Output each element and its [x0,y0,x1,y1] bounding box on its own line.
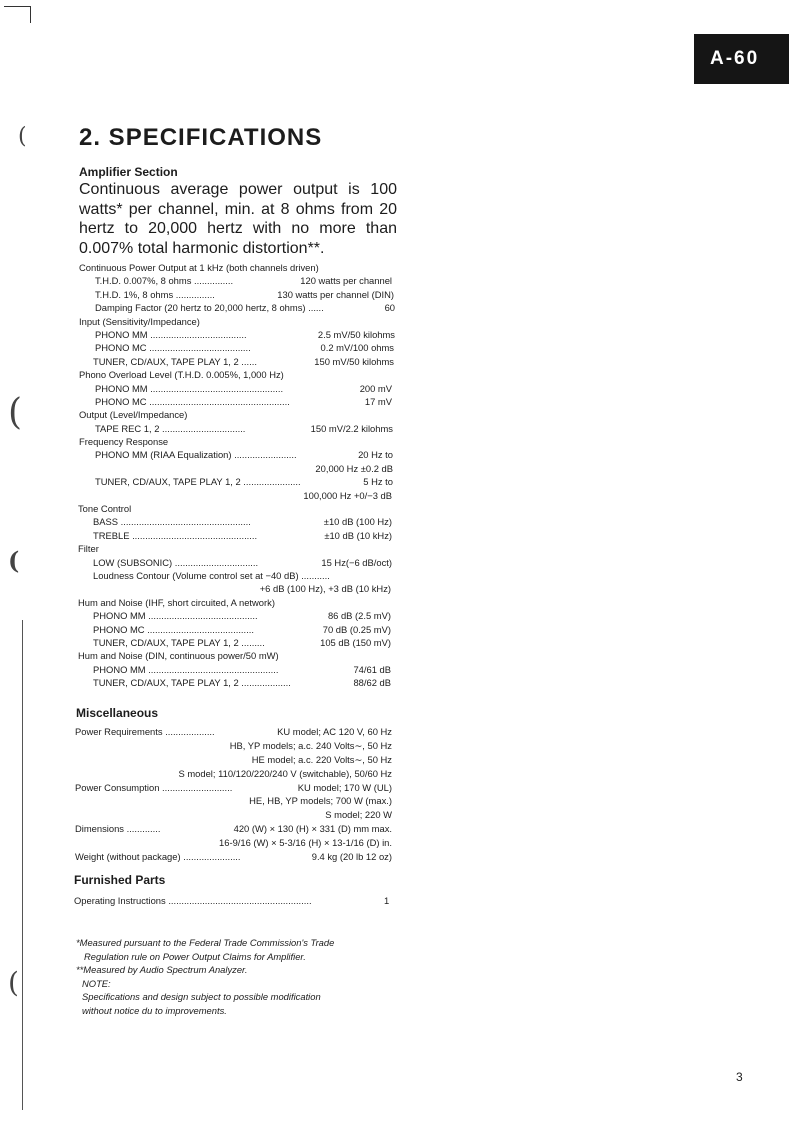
spec-label: Filter [78,543,99,555]
spec-row [0,583,789,596]
spec-label: BASS .................................................. [93,516,251,528]
misc-value: S model; 110/120/220/240 V (switchable), 50/60 Hz [178,767,392,779]
misc-row [0,809,789,823]
amplifier-lead: Continuous average power output is 100 watts* per channel, min. at 8 ohms from 20 hertz to 20,000 hertz with no more than 0.007% total harmonic distortion**. [79,181,397,257]
spec-row [0,557,789,570]
spec-value: 74/61 dB [353,663,391,675]
spec-label: PHONO MC ......................................... [93,623,254,635]
spec-value: 150 mV/50 kilohms [314,355,394,367]
spec-label: PHONO MC ...................................................... [95,395,290,407]
misc-label: Weight (without package) ...................... [75,851,241,863]
spec-value: 20,000 Hz ±0.2 dB [315,462,393,474]
spec-row [0,396,789,409]
spec-label: PHONO MM .................................................. [93,663,279,675]
spec-label: Hum and Noise (DIN, continuous power/50 mW) [78,650,279,662]
spec-value: 88/62 dB [353,677,391,689]
spec-label: Phono Overload Level (T.H.D. 0.005%, 1,000 Hz) [79,369,284,381]
misc-row [0,823,789,837]
margin-bracket: ( [18,124,27,149]
spec-label: LOW (SUBSONIC) ................................ [93,556,259,568]
furnished-heading: Furnished Parts [74,873,166,887]
spec-label: Output (Level/Impedance) [79,409,188,421]
misc-heading: Miscellaneous [76,706,159,720]
spec-value: 70 dB (0.25 mV) [322,623,391,635]
spec-value: 5 Hz to [363,476,393,488]
spec-row [0,650,789,663]
furnished-value: 1 [384,895,390,906]
margin-bracket: ( [8,392,23,433]
spec-row [0,677,789,690]
spec-label: TUNER, CD/AUX, TAPE PLAY 1, 2 ...... [93,355,257,367]
row-label: Operating Instructions ....................................................... [74,895,312,906]
binding-line [22,620,23,1110]
spec-row [0,356,789,369]
misc-value: S model; 220 W [325,809,392,821]
spec-row [0,302,789,315]
misc-value: HB, YP models; a.c. 240 Volts∼, 50 Hz [229,739,392,751]
spec-label: TUNER, CD/AUX, TAPE PLAY 1, 2 ......... [93,636,265,648]
misc-spec-list [0,726,789,865]
page-title: 2. SPECIFICATIONS [79,124,323,151]
misc-row [0,768,789,782]
spec-row [0,637,789,650]
footnote-1b: Regulation rule on Power Output Claims for Amplifier. [84,950,306,962]
spec-label: PHONO MC ....................................... [95,342,251,354]
spec-row [0,369,789,382]
margin-bracket: ( [8,966,19,999]
spec-value: 60 [384,302,395,314]
spec-label: TAPE REC 1, 2 ................................ [95,422,246,434]
spec-value: 86 dB (2.5 mV) [327,610,391,622]
spec-value: ±10 dB (10 kHz) [324,529,392,541]
furnished-row [74,895,312,906]
amplifier-spec-list [0,262,789,691]
spec-row [0,342,789,355]
spec-row [0,423,789,436]
spec-row [0,449,789,462]
note-label: NOTE: [82,977,111,989]
footnotes [76,936,334,1018]
misc-row [0,837,789,851]
spec-label: TUNER, CD/AUX, TAPE PLAY 1, 2 ...................... [95,476,301,488]
misc-row [0,795,789,809]
spec-row [0,624,789,637]
spec-row [0,463,789,476]
misc-row [0,754,789,768]
spec-row [0,289,789,302]
spec-label: PHONO MM (RIAA Equalization) ........................ [95,449,297,461]
spec-row [0,409,789,422]
misc-label: Power Consumption ........................... [75,781,233,793]
misc-row [0,740,789,754]
spec-row [0,275,789,288]
margin-bracket: ( [8,546,20,575]
spec-row [0,597,789,610]
spec-value: 130 watts per channel (DIN) [277,288,394,300]
spec-row [0,530,789,543]
spec-label: PHONO MM ................................................... [95,382,284,394]
misc-value: 9.4 kg (20 lb 12 oz) [311,851,392,863]
spec-value: 15 Hz(−6 dB/oct) [321,556,392,568]
spec-row [0,490,789,503]
spec-row [0,516,789,529]
note-text-2: without notice du to improvements. [82,1004,227,1016]
misc-value: 16-9/16 (W) × 5-3/16 (H) × 13-1/16 (D) in. [219,837,392,849]
spec-value: 105 dB (150 mV) [320,636,391,648]
footnote-1: *Measured pursuant to the Federal Trade Commission's Trade [76,937,335,948]
spec-value: 150 mV/2.2 kilohms [310,422,393,434]
spec-label: Continuous Power Output at 1 kHz (both channels driven) [79,262,319,273]
spec-value: 17 mV [364,395,392,407]
corner-mark [4,6,31,23]
spec-row [0,329,789,342]
spec-label: Hum and Noise (IHF, short circuited, A network) [78,596,275,608]
spec-row [0,664,789,677]
spec-label: TUNER, CD/AUX, TAPE PLAY 1, 2 ................... [93,677,291,689]
spec-label: Tone Control [78,503,132,515]
misc-value: KU model; AC 120 V, 60 Hz [277,726,392,737]
spec-row [0,262,789,275]
footnote-2: **Measured by Audio Spectrum Analyzer. [76,964,248,976]
misc-row [0,851,789,865]
spec-label: TREBLE ................................................ [93,529,258,541]
spec-value: 0.2 mV/100 ohms [320,342,394,354]
spec-label: T.H.D. 0.007%, 8 ohms ............... [95,275,234,287]
misc-value: 420 (W) × 130 (H) × 331 (D) mm max. [233,823,392,835]
spec-value: ±10 dB (100 Hz) [323,516,392,528]
spec-row [0,503,789,516]
spec-value: 20 Hz to [358,449,393,461]
misc-row [0,782,789,796]
misc-value: KU model; 170 W (UL) [297,781,392,793]
spec-label: Damping Factor (20 hertz to 20,000 hertz, 8 ohms) ...... [95,302,324,314]
spec-row [0,316,789,329]
spec-value: 200 mV [359,382,392,394]
spec-row [0,610,789,623]
spec-value: 100,000 Hz +0/−3 dB [303,489,392,501]
misc-label: Dimensions ............. [75,823,161,835]
spec-label: PHONO MM ..................................... [95,328,247,340]
spec-label: Input (Sensitivity/Impedance) [79,315,200,327]
amplifier-heading: Amplifier Section [79,165,178,179]
spec-row [0,543,789,556]
misc-value: HE model; a.c. 220 Volts∼, 50 Hz [251,753,392,765]
spec-label: Loudness Contour (Volume control set at −40 dB) ........... [93,569,330,581]
misc-row [0,726,789,740]
spec-value: 2.5 mV/50 kilohms [317,328,395,340]
page-number: 3 [736,1070,743,1084]
spec-label: Frequency Response [79,436,169,448]
spec-value: +6 dB (100 Hz), +3 dB (10 kHz) [259,583,391,595]
model-badge: A-60 [694,34,789,84]
spec-row [0,476,789,489]
spec-row [0,436,789,449]
spec-value: 120 watts per channel [300,275,392,287]
misc-value: HE, HB, YP models; 700 W (max.) [249,795,392,807]
spec-label: PHONO MM .......................................... [93,610,258,622]
spec-row [0,383,789,396]
note-text-1: Specifications and design subject to possible modification [82,991,321,1003]
misc-label: Power Requirements ................... [75,726,215,737]
spec-label: T.H.D. 1%, 8 ohms ............... [95,288,215,300]
spec-row [0,570,789,583]
